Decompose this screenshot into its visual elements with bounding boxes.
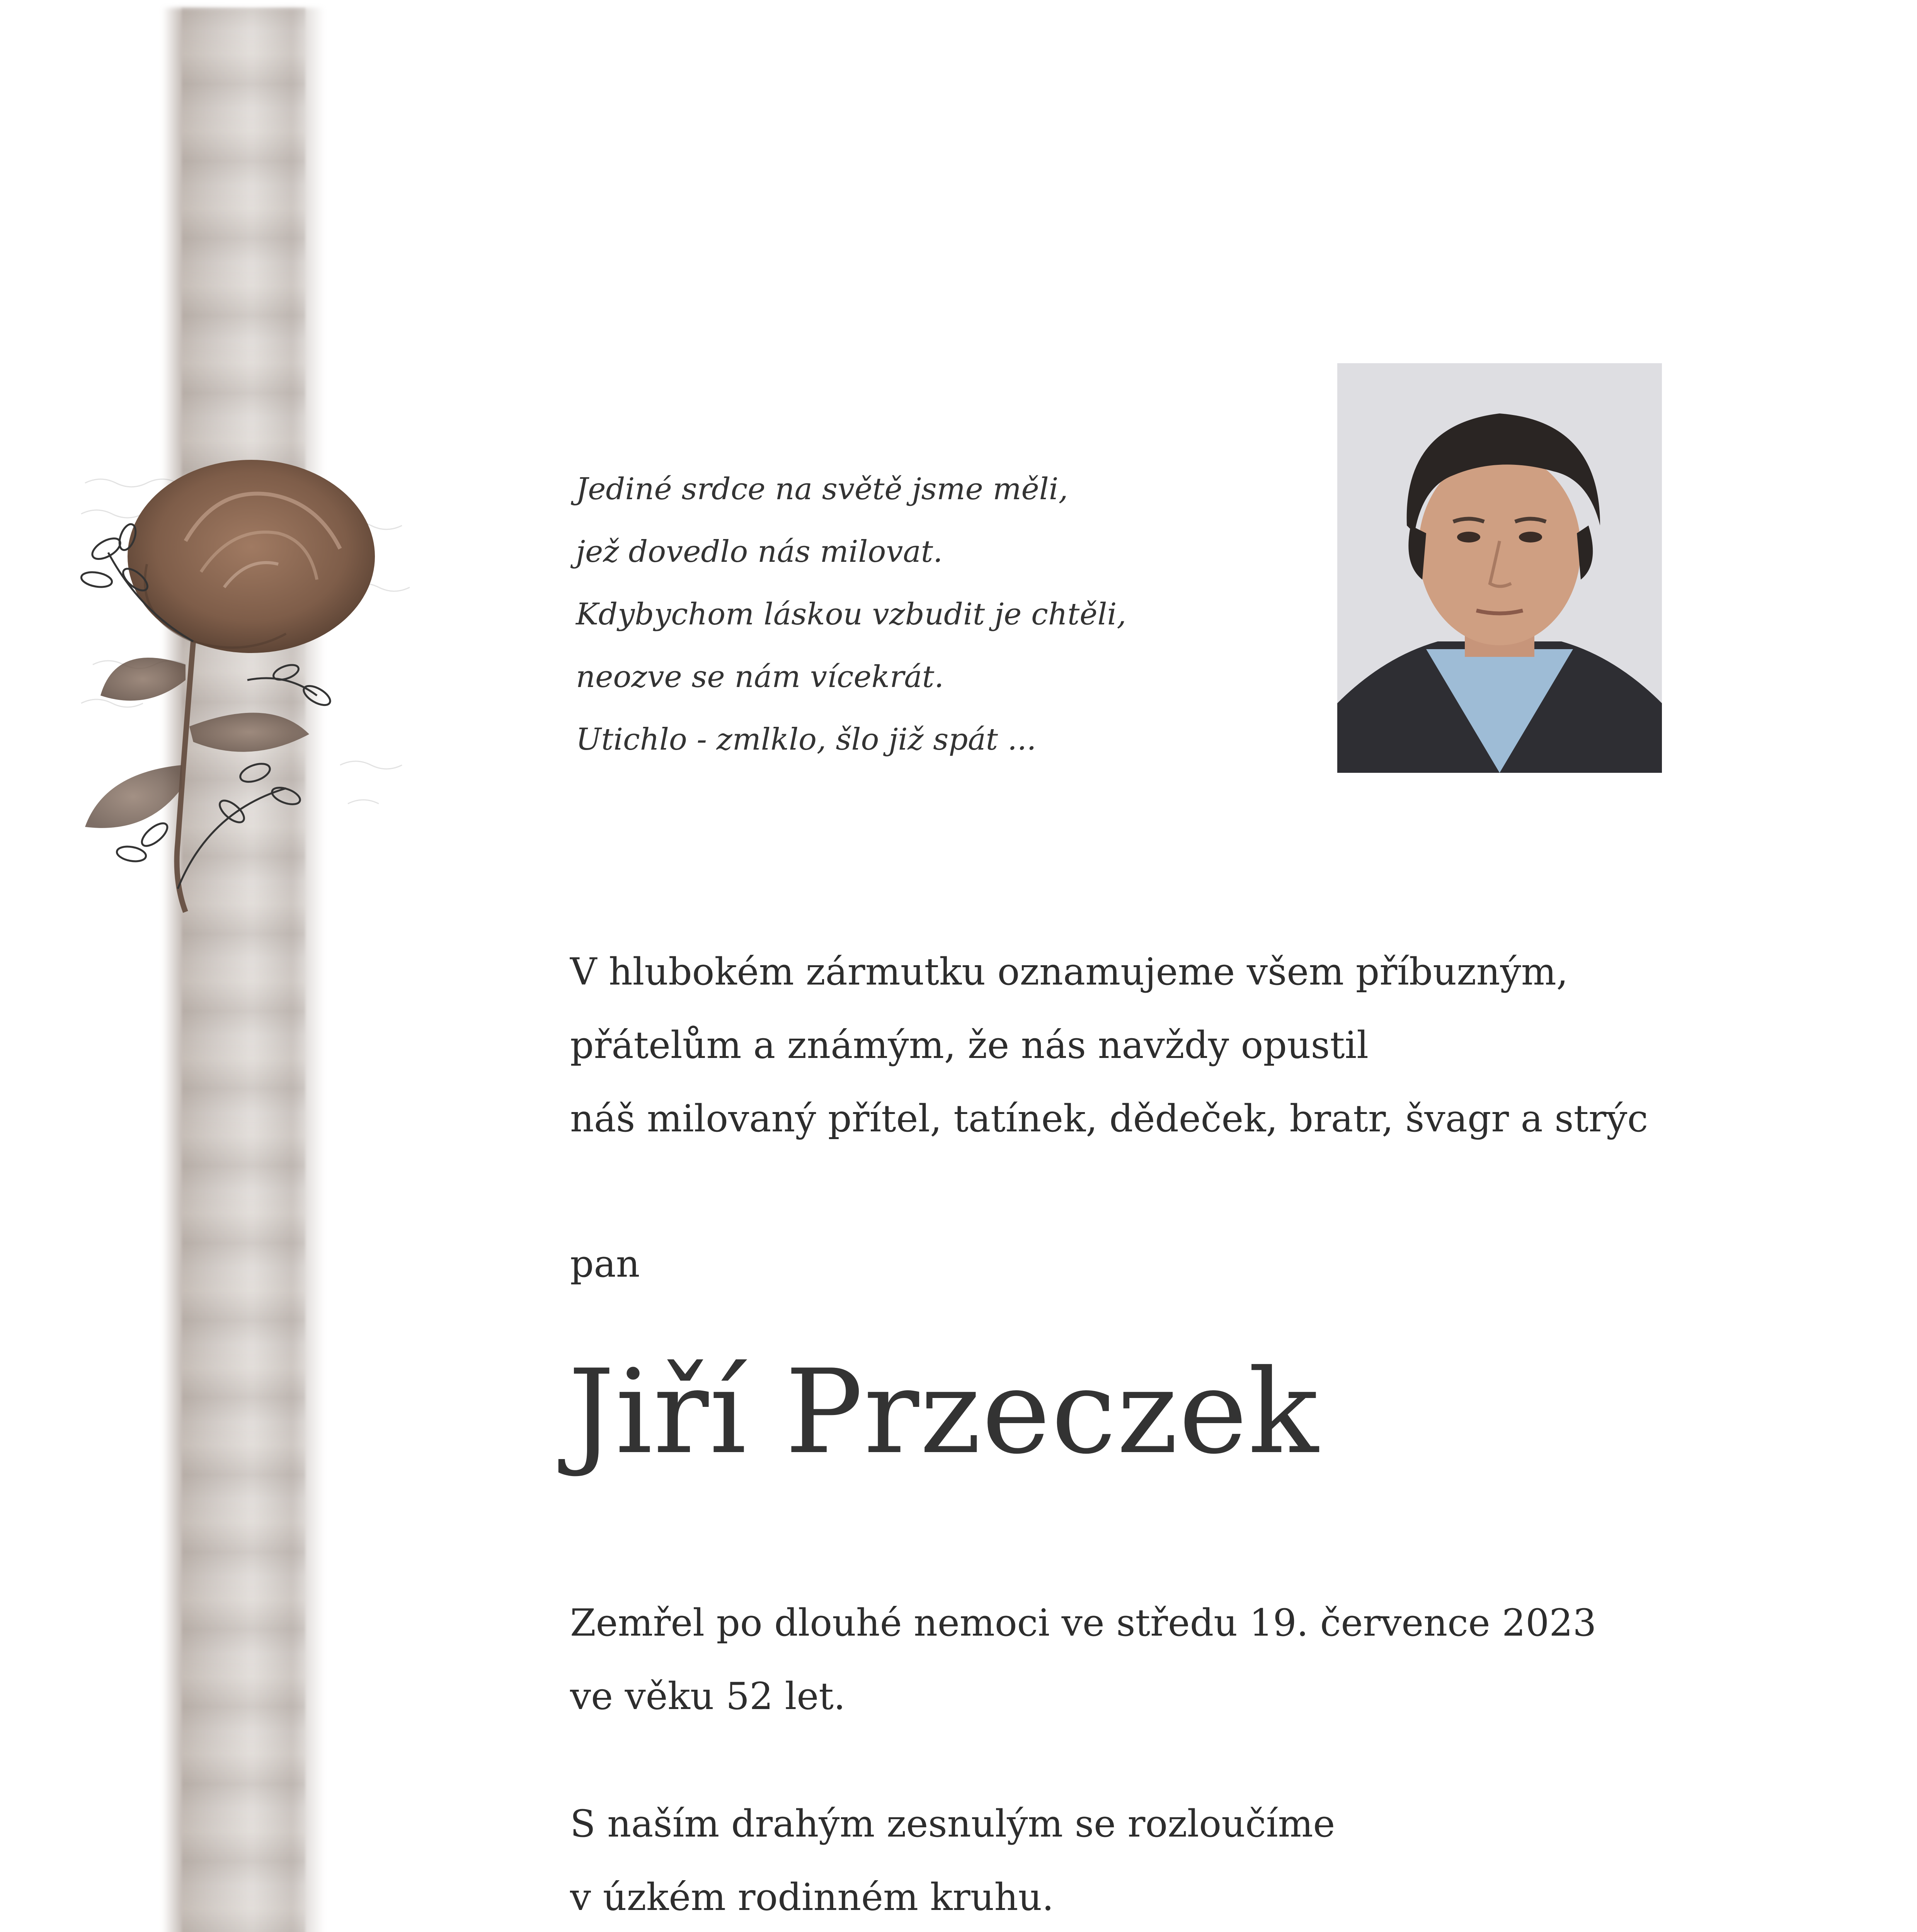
announcement-line: náš milovaný přítel, tatínek, dědeček, bratr, švagr a strýc — [570, 1097, 1648, 1140]
death-info-line: ve věku 52 let. — [570, 1675, 846, 1718]
poem-line: Kdybychom láskou vzbudit je chtěli, — [576, 597, 1127, 632]
poem-line: Jediné srdce na světě jsme měli, — [576, 472, 1068, 507]
announcement-line: přátelům a známým, že nás navždy opustil — [570, 1024, 1369, 1067]
announcement — [570, 935, 1648, 1155]
farewell-line: v úzkém rodinném kruhu. — [570, 1876, 1054, 1919]
death-info-line: Zemřel po dlouhé nemoci ve středu 19. července 2023 — [570, 1601, 1597, 1645]
announcement-line: V hlubokém zármutku oznamujeme všem příbuzným, — [570, 950, 1568, 993]
farewell-info — [570, 1787, 1335, 1932]
portrait-photo — [1337, 363, 1662, 773]
deceased-name: Jiří Przeczek — [568, 1345, 1319, 1480]
poem-line: Utichlo - zmlklo, šlo již spát ... — [576, 722, 1037, 757]
poem — [576, 458, 1126, 771]
farewell-line: S naším drahým zesnulým se rozloučíme — [570, 1802, 1335, 1845]
death-info — [570, 1586, 1596, 1733]
decorative-band-texture — [182, 8, 305, 1932]
poem-line: neozve se nám vícekrát. — [576, 660, 944, 694]
poem-line: jež dovedlo nás milovat. — [576, 534, 943, 569]
honorific: pan — [570, 1242, 640, 1286]
rose-illustration — [70, 425, 441, 927]
